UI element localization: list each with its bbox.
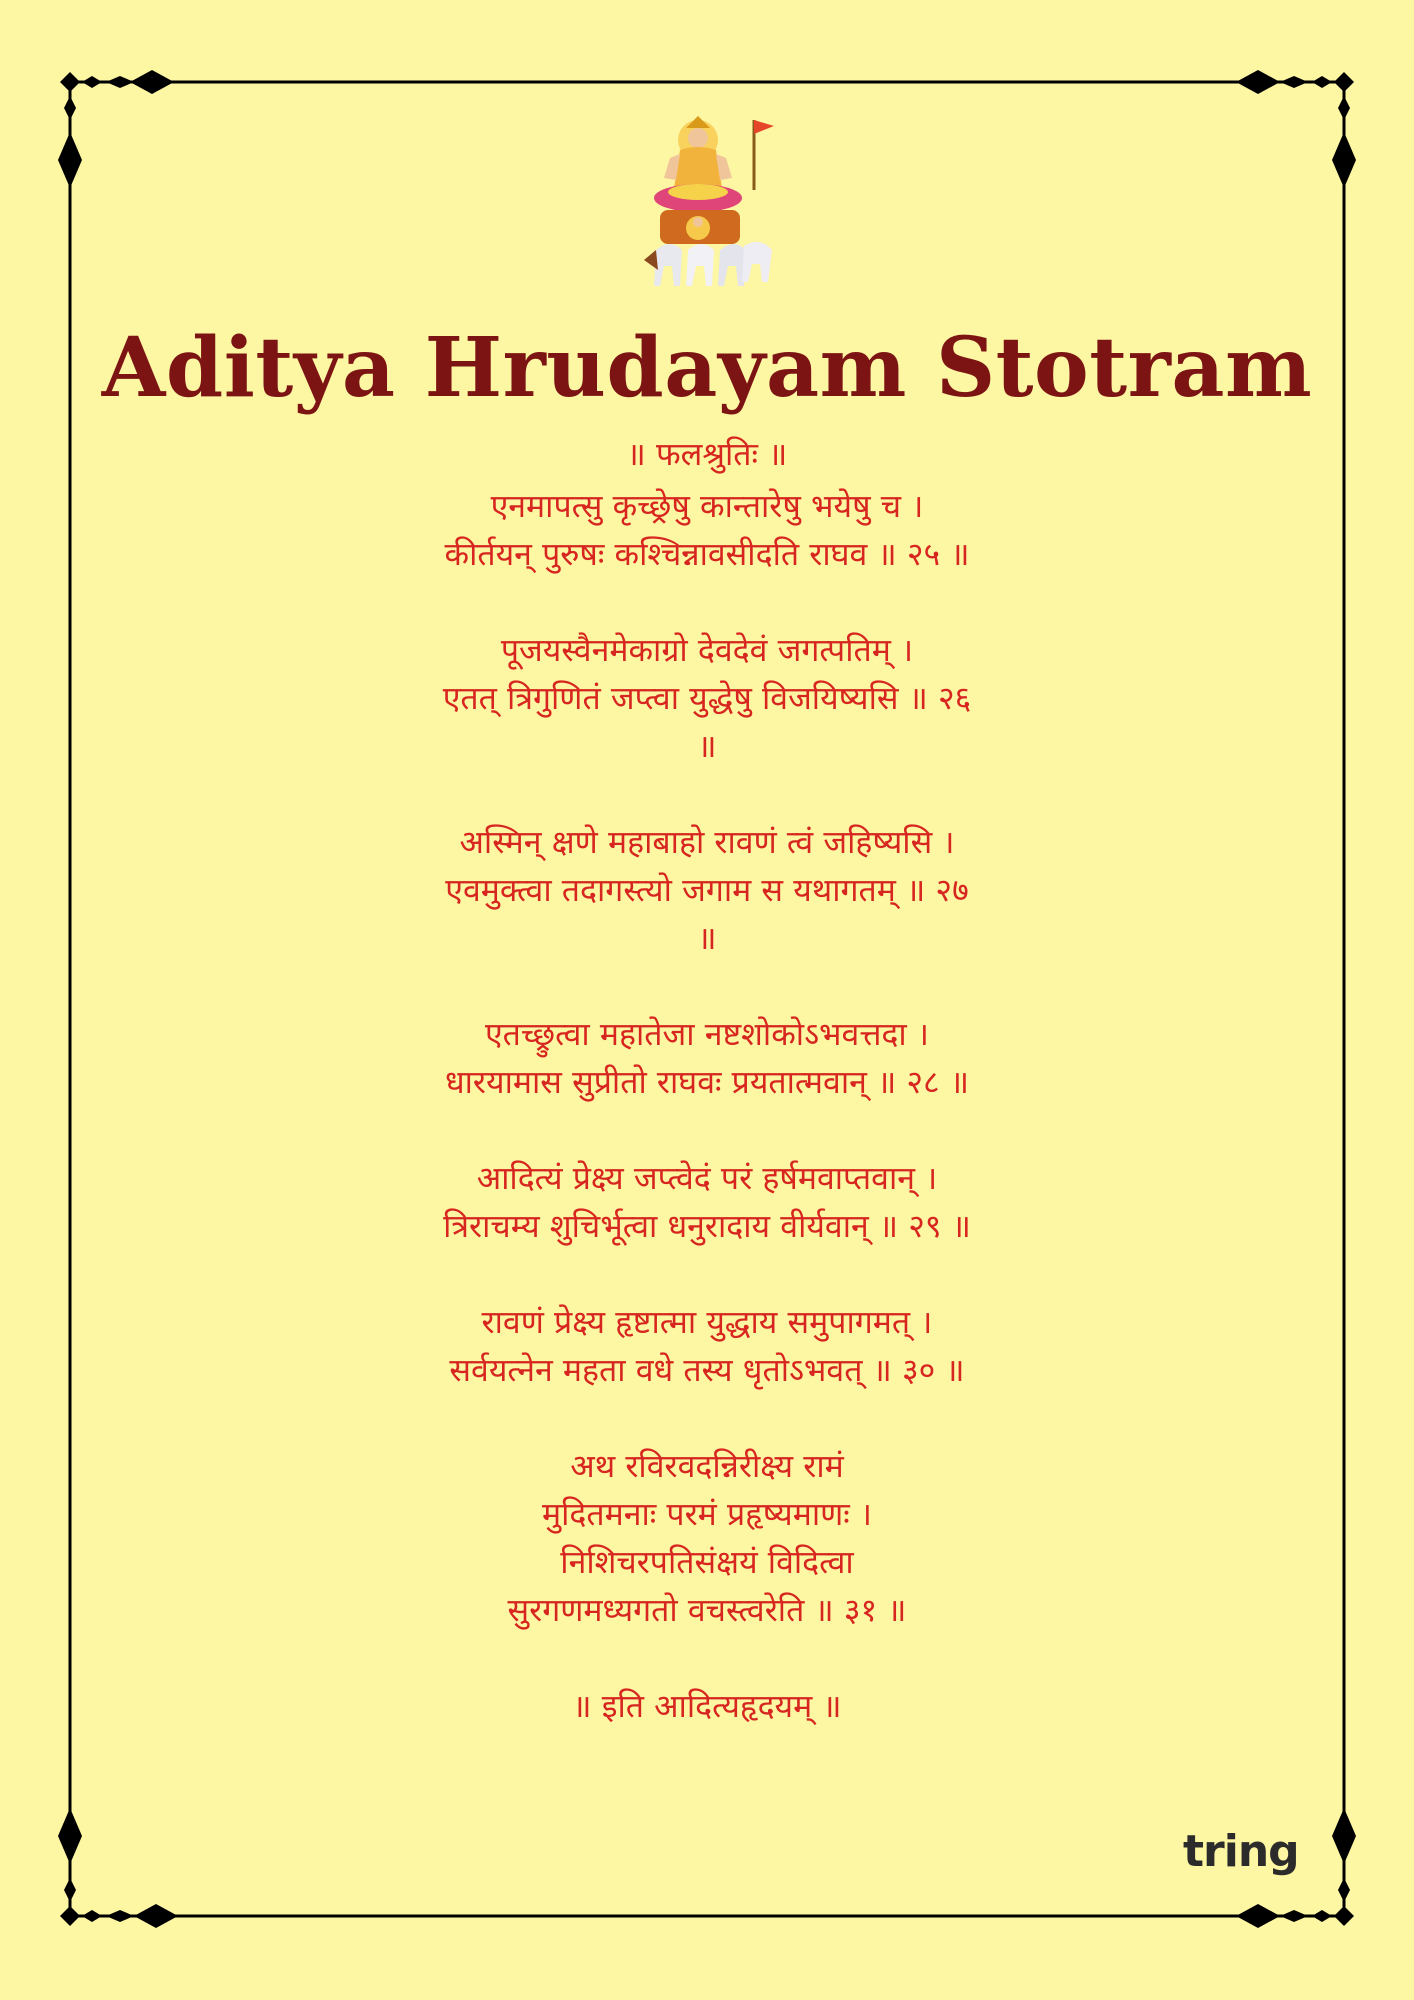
verse-line: एतत् त्रिगुणितं जप्त्वा युद्धेषु विजयिष्यसि ॥ २६ xyxy=(442,679,972,717)
verse-30 xyxy=(300,1298,1114,1394)
border-diamond xyxy=(1332,132,1356,188)
verse-line: एतच्छ्रुत्वा महातेजा नष्टशोकोऽभवत्तदा । xyxy=(484,1015,930,1053)
verse-26 xyxy=(300,626,1114,770)
closing-line xyxy=(300,1682,1114,1730)
border-diamond xyxy=(1236,1904,1280,1928)
border-diamond xyxy=(60,72,80,92)
border-diamond xyxy=(1280,76,1308,88)
verse-line: मुदितमनाः परमं प्रहृष्यमाणः । xyxy=(541,1495,873,1533)
verse-25 xyxy=(300,482,1114,578)
verse-line: त्रिराचम्य शुचिर्भूत्वा धनुरादाय वीर्यवान् ॥ २९ ॥ xyxy=(443,1207,971,1245)
verse-line: सुरगणमध्यगतो वचस्त्वरेति ॥ ३१ ॥ xyxy=(507,1591,907,1629)
border-diamond xyxy=(64,96,76,120)
verse-line: अस्मिन् क्षणे महाबाहो रावणं त्वं जहिष्यसि । xyxy=(459,823,955,861)
verse-line: अथ रविरवदन्निरीक्ष्य रामं xyxy=(570,1447,844,1485)
verse-line: धारयामास सुप्रीतो राघवः प्रयतात्मवान् ॥ २८ ॥ xyxy=(444,1063,970,1101)
verse-line: एनमापत्सु कृच्छ्रेषु कान्तारेषु भयेषु च । xyxy=(490,487,924,525)
border-diamond xyxy=(1236,70,1280,94)
border-diamond xyxy=(58,1808,82,1864)
heading-line: ॥ फलश्रुतिः ॥ xyxy=(626,435,788,473)
verse-29 xyxy=(300,1154,1114,1250)
border-diamond xyxy=(64,1878,76,1902)
border-diamond xyxy=(134,1904,178,1928)
verse-line: ॥ xyxy=(697,919,717,957)
closing-text: ॥ इति आदित्यहृदयम् ॥ xyxy=(572,1687,842,1725)
verse-line: एवमुक्त्वा तदागस्त्यो जगाम स यथागतम् ॥ २७ xyxy=(445,871,969,909)
border-diamond xyxy=(1312,1910,1332,1922)
verse-line: कीर्तयन् पुरुषः कश्चिन्नावसीदति राघव ॥ २५ ॥ xyxy=(444,535,970,573)
surya-deity-image xyxy=(636,110,786,310)
verse-line: पूजयस्वैनमेकाग्रो देवदेवं जगत्पतिम् । xyxy=(500,631,914,669)
border-diamond xyxy=(82,76,102,88)
border-diamond xyxy=(82,1910,102,1922)
border-diamond xyxy=(58,132,82,188)
page-title: Aditya Hrudayam Stotram xyxy=(101,320,1313,416)
border-diamond xyxy=(1334,72,1354,92)
border-diamond xyxy=(106,1910,134,1922)
border-diamond xyxy=(1334,1906,1354,1926)
verse-line: निशिचरपतिसंक्षयं विदित्वा xyxy=(560,1543,854,1581)
verse-line: रावणं प्रेक्ष्य हृष्टात्मा युद्धाय समुपागमत् । xyxy=(481,1303,933,1341)
verse-line: आदित्यं प्रेक्ष्य जप्त्वेदं परं हर्षमवाप्तवान् । xyxy=(476,1159,938,1197)
brand-logo: tring xyxy=(1183,1826,1299,1877)
border-diamond xyxy=(60,1906,80,1926)
verse-line: ॥ xyxy=(697,727,717,765)
verse-block xyxy=(300,430,1114,1730)
verse-28 xyxy=(300,1010,1114,1106)
verse-line: सर्वयत्नेन महता वधे तस्य धृतोऽभवत् ॥ ३० ॥ xyxy=(449,1351,965,1389)
border-diamond xyxy=(1338,96,1350,120)
verse-31 xyxy=(300,1442,1114,1634)
border-diamond xyxy=(1332,1808,1356,1864)
verse-27 xyxy=(300,818,1114,962)
phalashruti-heading xyxy=(300,430,1114,478)
border-diamond xyxy=(1338,1878,1350,1902)
border-diamond xyxy=(1312,76,1332,88)
border-diamond xyxy=(1280,1910,1308,1922)
border-diamond xyxy=(130,70,174,94)
border-diamond xyxy=(106,76,134,88)
